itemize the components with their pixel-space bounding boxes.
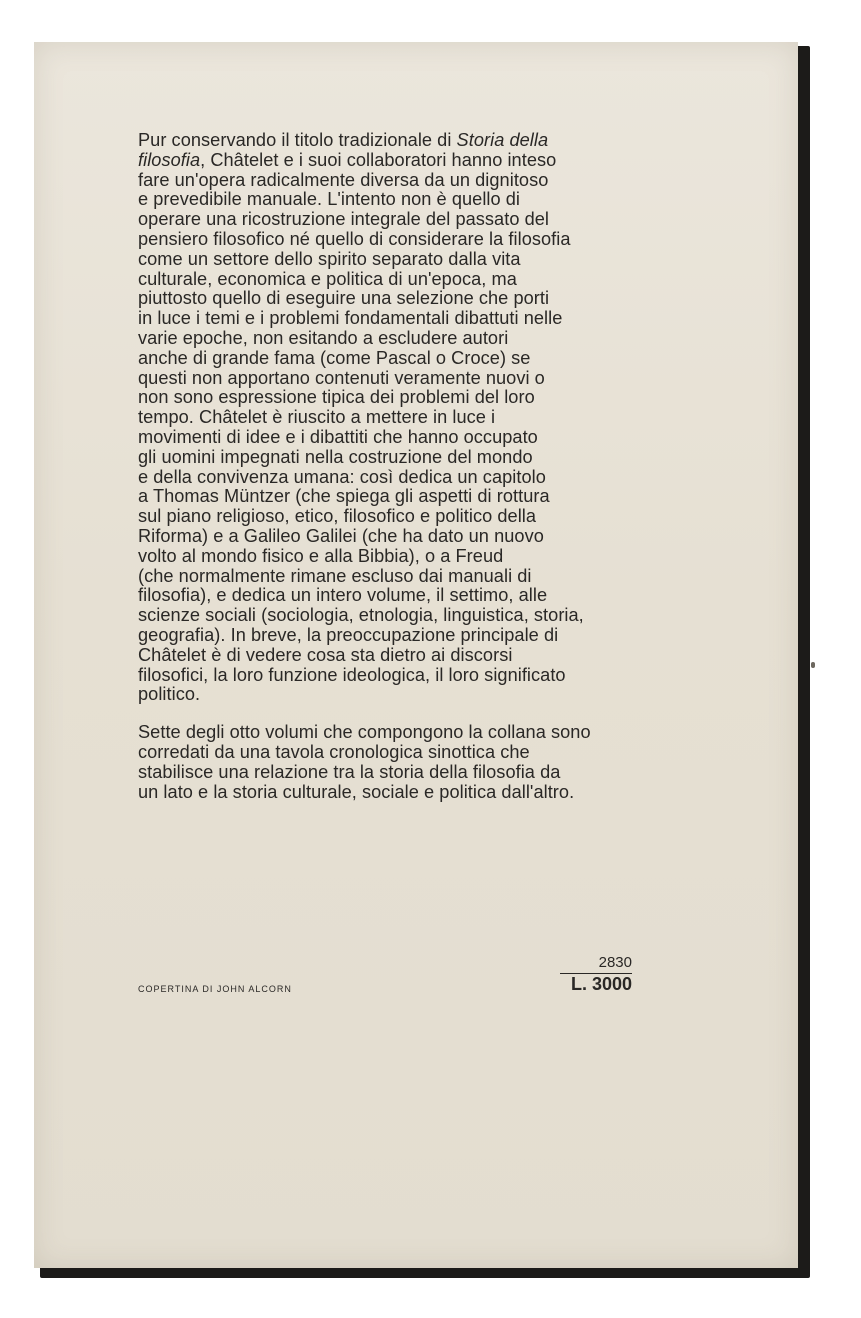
cover-credit: COPERTINA DI JOHN ALCORN (138, 984, 292, 994)
blurb-paragraph-1 (138, 131, 638, 705)
book-series-title: Storia della filosofia (138, 130, 549, 170)
blurb-paragraph-2: Sette degli otto volumi che compongono la collana sono corredati da una tavola cronologica sinottica che stabilisce una relazione tra la storia della filosofia da un lato e la storia culturale, sociale e politica dall'altro. (138, 722, 591, 802)
price-label: L. 3000 (570, 974, 632, 994)
blurb-body: , Châtelet e i suoi collaboratori hanno inteso fare un'opera radicalmente diversa da un dignitoso e prevedibile manuale. L'intento non è quello di operare una ricostruzione integrale del passato del pensiero filosofico né quello di considerare la filosofia come un settore dello spirito separato dalla vita culturale, economica e politica di un'epoca, ma piuttosto quello di eseguire una selezione che porti in luce i temi e i problemi fondamentali dibattuti nelle varie epoche, non esitando a escludere autori anche di grande fama (come Pascal o Croce) se questi non apportano contenuti veramente nuovi o non sono espressione tipica dei problemi del loro tempo. Châtelet è riuscito a mettere in luce i movimenti di idee e i dibattiti che hanno occupato gli uomini impegnati nella costruzione del mondo e della convivenza umana: così dedica un capitolo a Thomas Müntzer (che spiega gli aspetti di rottura sul piano religioso, etico, filosofico e politico della Riforma) e a Galileo Galilei (che ha dato un nuovo volto al mondo fisico e alla Bibbia), o a Freud (che normalmente rimane escluso dai manuali di filosofia), e dedica un intero volume, il settimo, alle scienze sociali (sociologia, etnologia, linguistica, storia, geografia). In breve, la preoccupazione principale di Châtelet è di vedere cosa sta dietro ai discorsi filosofici, la loro funzione ideologica, il loro significato politico. (138, 149, 584, 705)
catalog-code: 2830 (560, 954, 632, 974)
paper-mark (811, 662, 815, 668)
blurb-intro: Pur conservando il titolo tradizionale di (138, 130, 457, 150)
blurb-text (138, 131, 638, 802)
